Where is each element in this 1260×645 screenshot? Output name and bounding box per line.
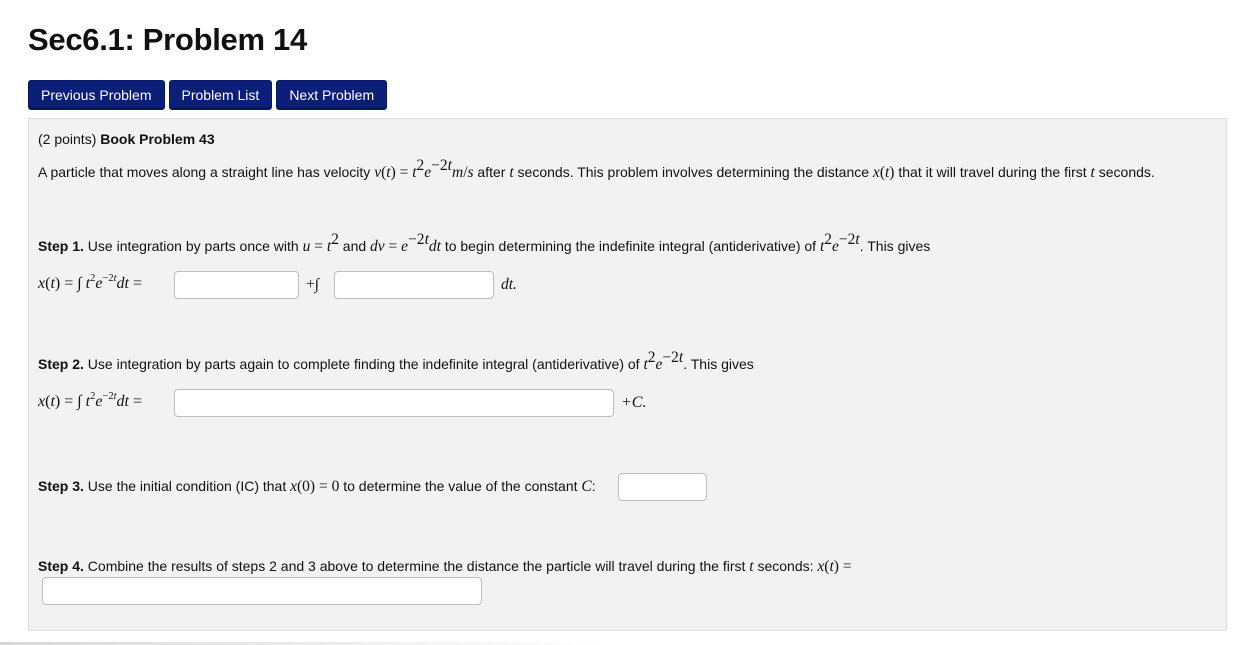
page-title: Sec6.1: Problem 14	[28, 22, 307, 57]
plus-integral: +∫	[306, 276, 319, 293]
step4-label: Step 4.	[38, 558, 84, 574]
step-text: to determine the value of the constant	[339, 478, 582, 494]
step4-text: Step 4. Combine the results of steps 2 and 3 above to determine the distance the particle will travel during the first t seconds: x(t) =	[38, 558, 852, 575]
statement-text: seconds.	[1094, 164, 1155, 180]
problem-list-button[interactable]: Problem List	[169, 80, 273, 110]
step2-text: Step 2. Use integration by parts again to complete finding the indefinite integral (antiderivative) of $t^2e^{-2t}$. This gives	[38, 349, 754, 373]
step-text: . This gives	[859, 238, 931, 254]
problem-name: Book Problem 43	[100, 131, 215, 147]
step-text: Use integration by parts once with	[83, 238, 303, 254]
step3-label: Step 3.	[38, 478, 84, 494]
step-text: Use integration by parts again to complete finding the indefinite integral (antiderivative) of	[83, 356, 644, 372]
statement-text: that it will travel during the first	[894, 164, 1091, 180]
step-text: and	[338, 238, 371, 254]
step1-integrand-input[interactable]	[334, 271, 494, 299]
next-problem-button[interactable]: Next Problem	[276, 80, 387, 110]
step3-text: Step 3. Use the initial condition (IC) that x(0) = 0 to determine the value of the constant C:	[38, 478, 596, 495]
problem-nav	[28, 80, 387, 110]
previous-problem-button[interactable]: Previous Problem	[28, 80, 165, 110]
statement-text: seconds. This problem involves determining the distance	[513, 164, 873, 180]
step2-label: Step 2.	[38, 356, 84, 372]
step1-label: Step 1.	[38, 238, 84, 254]
statement-text: A particle that moves along a straight line has velocity	[38, 164, 375, 180]
dt-label: dt.	[501, 276, 517, 293]
step-text: seconds:	[753, 558, 818, 574]
step-text: Combine the results of steps 2 and 3 above to determine the distance the particle will travel during the first	[83, 558, 750, 574]
velocity-formula: v	[374, 164, 382, 181]
step2-antiderivative-input[interactable]	[174, 389, 614, 417]
step-text: Use the initial condition (IC) that	[83, 478, 291, 494]
step-text: . This gives	[683, 356, 754, 372]
problem-points: (2 points)	[38, 131, 97, 147]
problem-header	[38, 131, 215, 147]
statement-text: after	[473, 164, 510, 180]
problem-statement: A particle that moves along a straight line has velocity $v(t) = t^2e^{-2t}m/s$ after t seconds. This problem involves determining the distance x(t) that it will travel during the first t seconds.	[38, 157, 1155, 181]
step2-equation: x(t) = ∫ $t^2e^{-2t}dt$ =	[38, 391, 143, 410]
step3-constant-input[interactable]	[618, 473, 707, 501]
step4-distance-input[interactable]	[42, 577, 482, 605]
step-text: to begin determining the indefinite integral (antiderivative) of	[440, 238, 820, 254]
problem-panel	[28, 118, 1227, 631]
step1-uv-input[interactable]	[174, 271, 299, 299]
step1-equation: x(t) = ∫ $t^2e^{-2t}dt$ =	[38, 273, 143, 292]
step1-text: Step 1. Use integration by parts once with $u = t^2$ and dv = $e^{-2t}dt$ to begin determining the indefinite integral (antiderivative) of $t^2e^{-2t}$. This gives	[38, 231, 931, 255]
step-text: :	[591, 478, 596, 494]
plus-c-label: +C.	[621, 394, 647, 411]
